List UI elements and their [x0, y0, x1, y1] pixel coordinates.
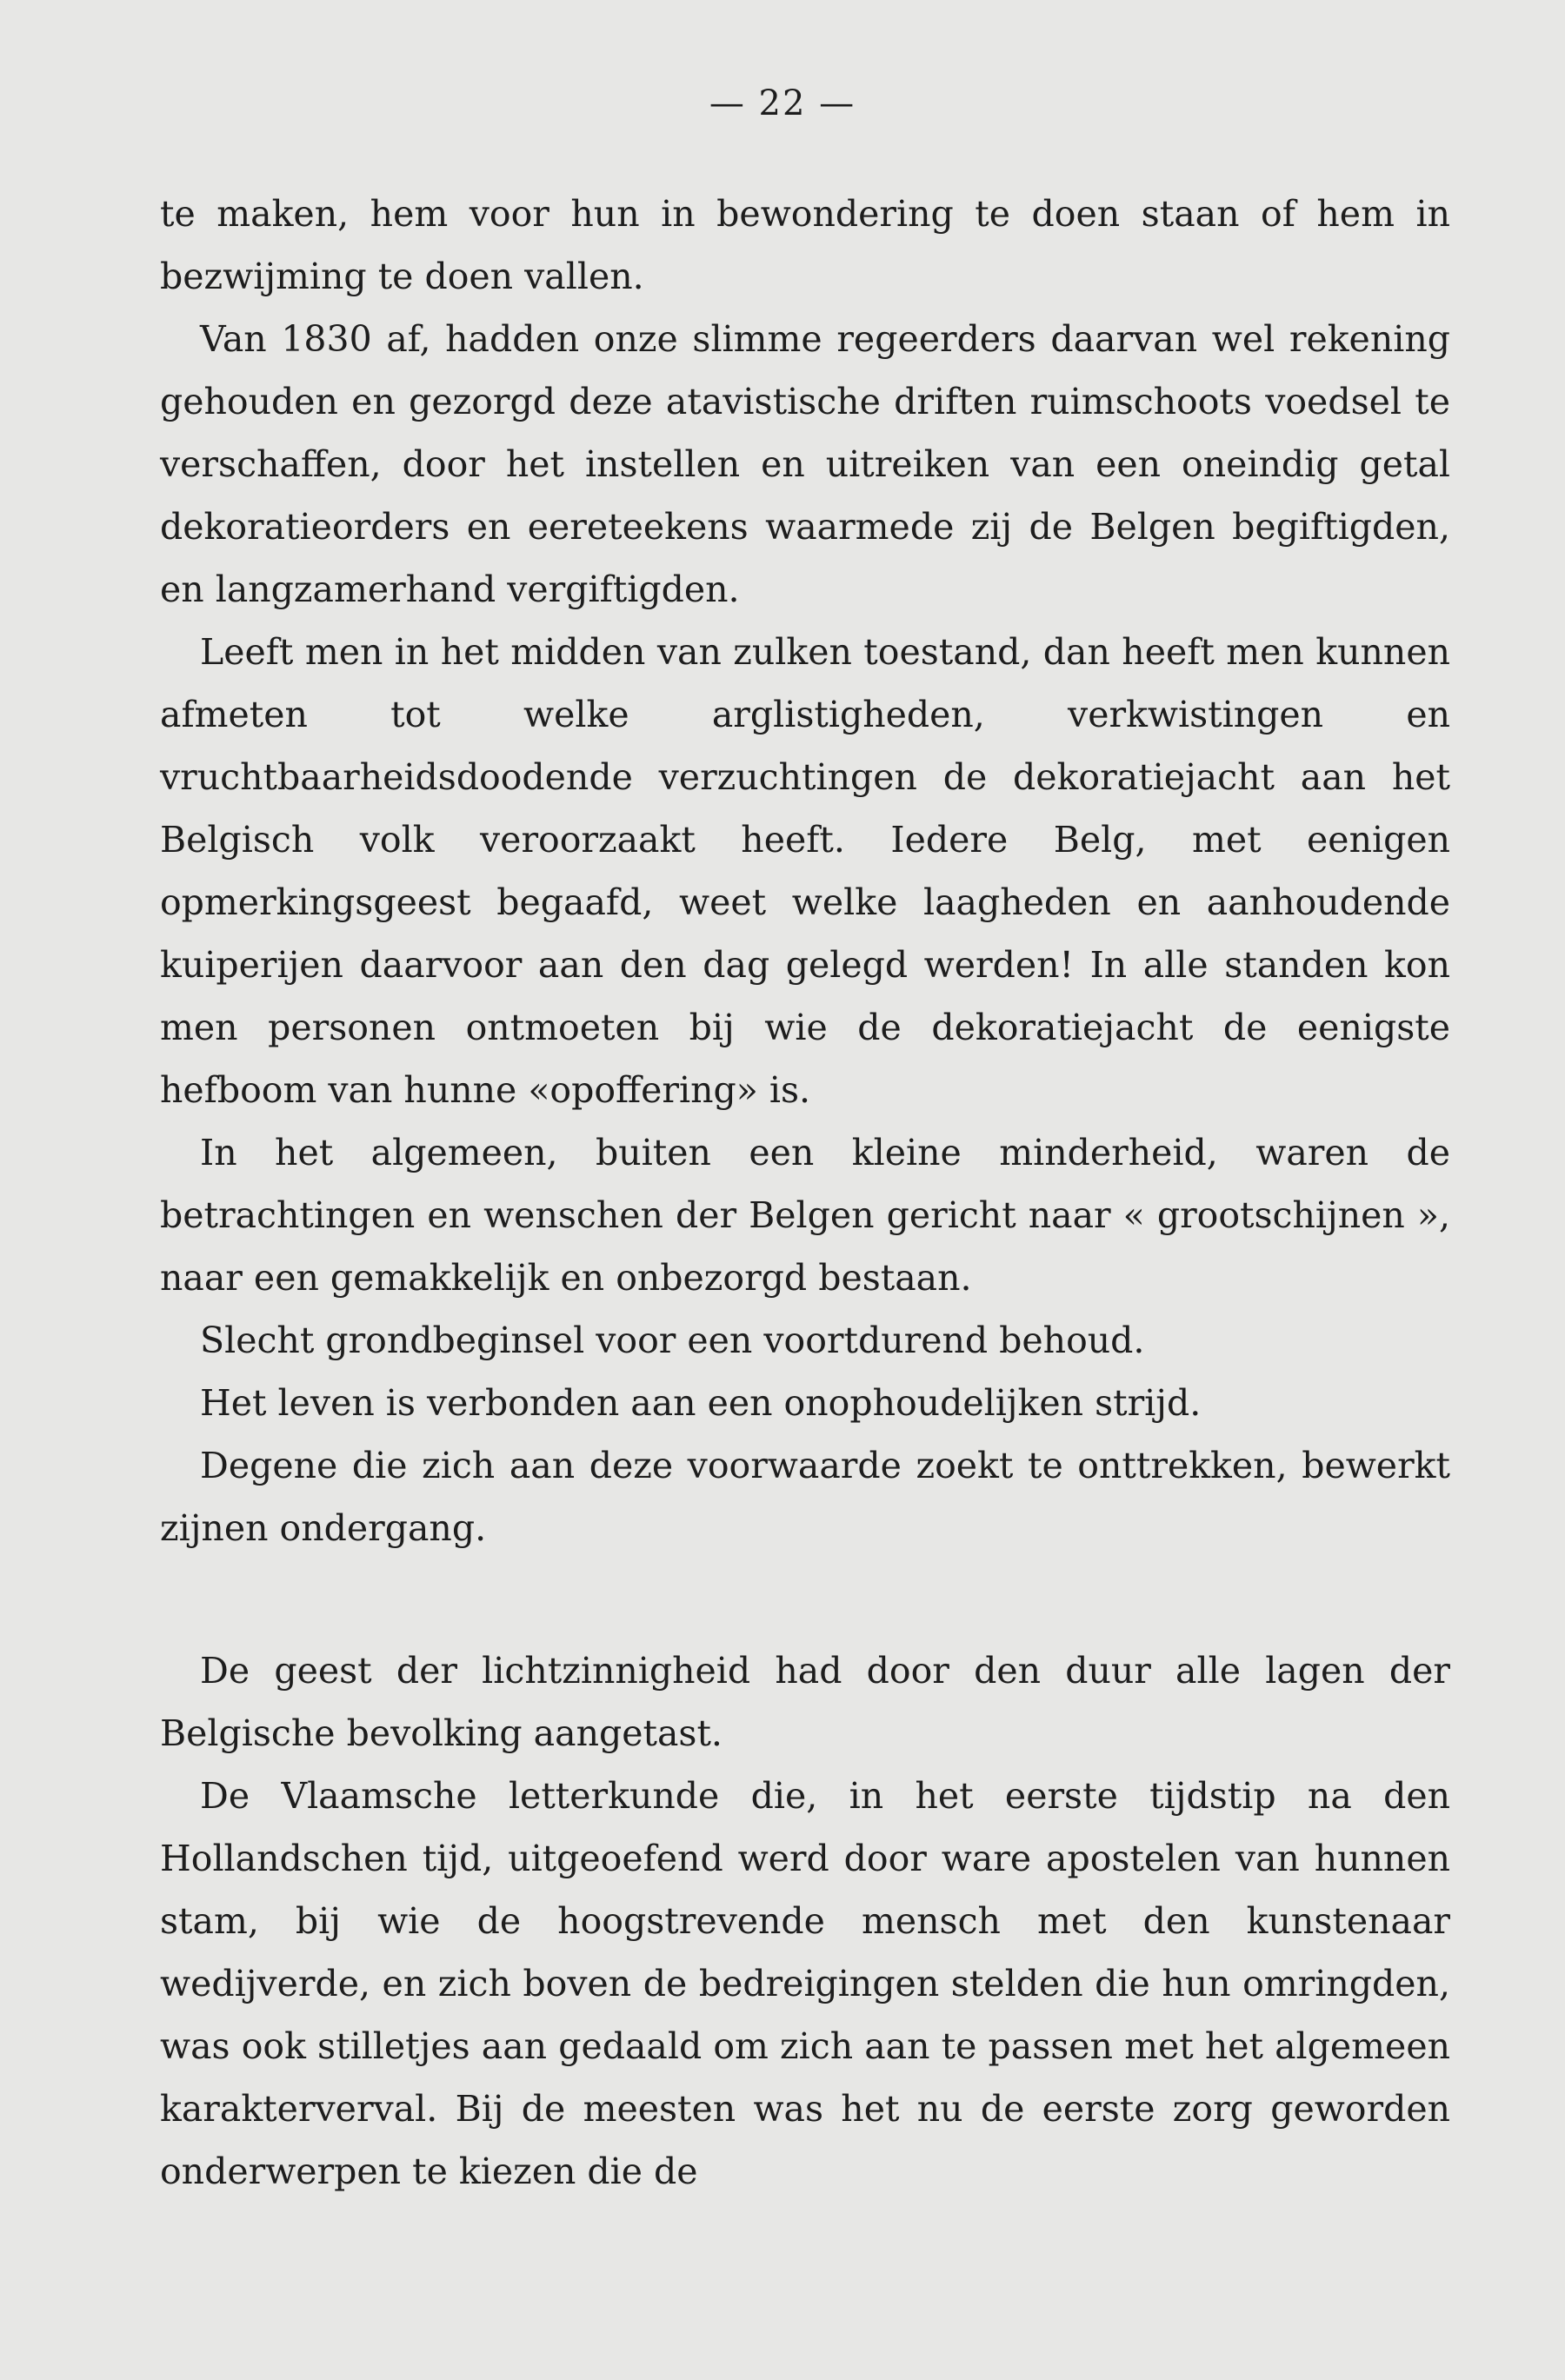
body-text: [160, 183, 1450, 2203]
paragraph: Leeft men in het midden van zulken toestand, dan heeft men kunnen afmeten tot welke arglistigheden, verkwistingen en vruchtbaarheidsdoodende verzuchtingen de dekoratiejacht aan het Belgisch volk veroorzaakt heeft. Iedere Belg, met eenigen opmerkingsgeest begaafd, weet welke laagheden en aanhoudende kuiperijen daarvoor aan den dag gelegd werden! In alle standen kon men personen ontmoeten bij wie de dekoratiejacht de eenigste hefboom van hunne «opoffering» is.: [160, 631, 1450, 1111]
paragraph: De geest der lichtzinnigheid had door den duur alle lagen der Belgische bevolking aangetast.: [160, 1650, 1450, 1754]
paragraph: In het algemeen, buiten een kleine minderheid, waren de betrachtingen en wenschen der Belgen gericht naar « grootschijnen », naar een gemakkelijk en onbezorgd bestaan.: [160, 1132, 1450, 1299]
section-break: [160, 1559, 1450, 1639]
paragraph: Slecht grondbeginsel voor een voortdurend behoud.: [200, 1320, 1145, 1361]
paragraph: Degene die zich aan deze voorwaarde zoekt te onttrekken, bewerkt zijnen ondergang.: [160, 1445, 1450, 1549]
paragraph: Van 1830 af, hadden onze slimme regeerders daarvan wel rekening gehouden en gezorgd deze atavistische driften ruimschoots voedsel te verschaffen, door het instellen en uitreiken van een oneindig getal dekoratieorders en eereteekens waarmede zij de Belgen begiftigden, en langzamerhand vergiftigden.: [160, 318, 1450, 610]
paragraph: De Vlaamsche letterkunde die, in het eerste tijdstip na den Hollandschen tijd, uitgeoefend werd door ware apostelen van hunnen stam, bij wie de hoogstrevende mensch met den kunstenaar wedijverde, en zich boven de bedreigingen stelden die hun omringden, was ook stilletjes aan gedaald om zich aan te passen met het algemeen karakterverval. Bij de meesten was het nu de eerste zorg geworden onderwerpen te kiezen die de: [160, 1775, 1450, 2192]
paragraph: Het leven is verbonden aan een onophoudelijken strijd.: [200, 1382, 1202, 1424]
page-number: — 22 —: [709, 83, 856, 123]
paragraph: te maken, hem voor hun in bewondering te doen staan of hem in bezwijming te doen vallen.: [160, 193, 1450, 297]
